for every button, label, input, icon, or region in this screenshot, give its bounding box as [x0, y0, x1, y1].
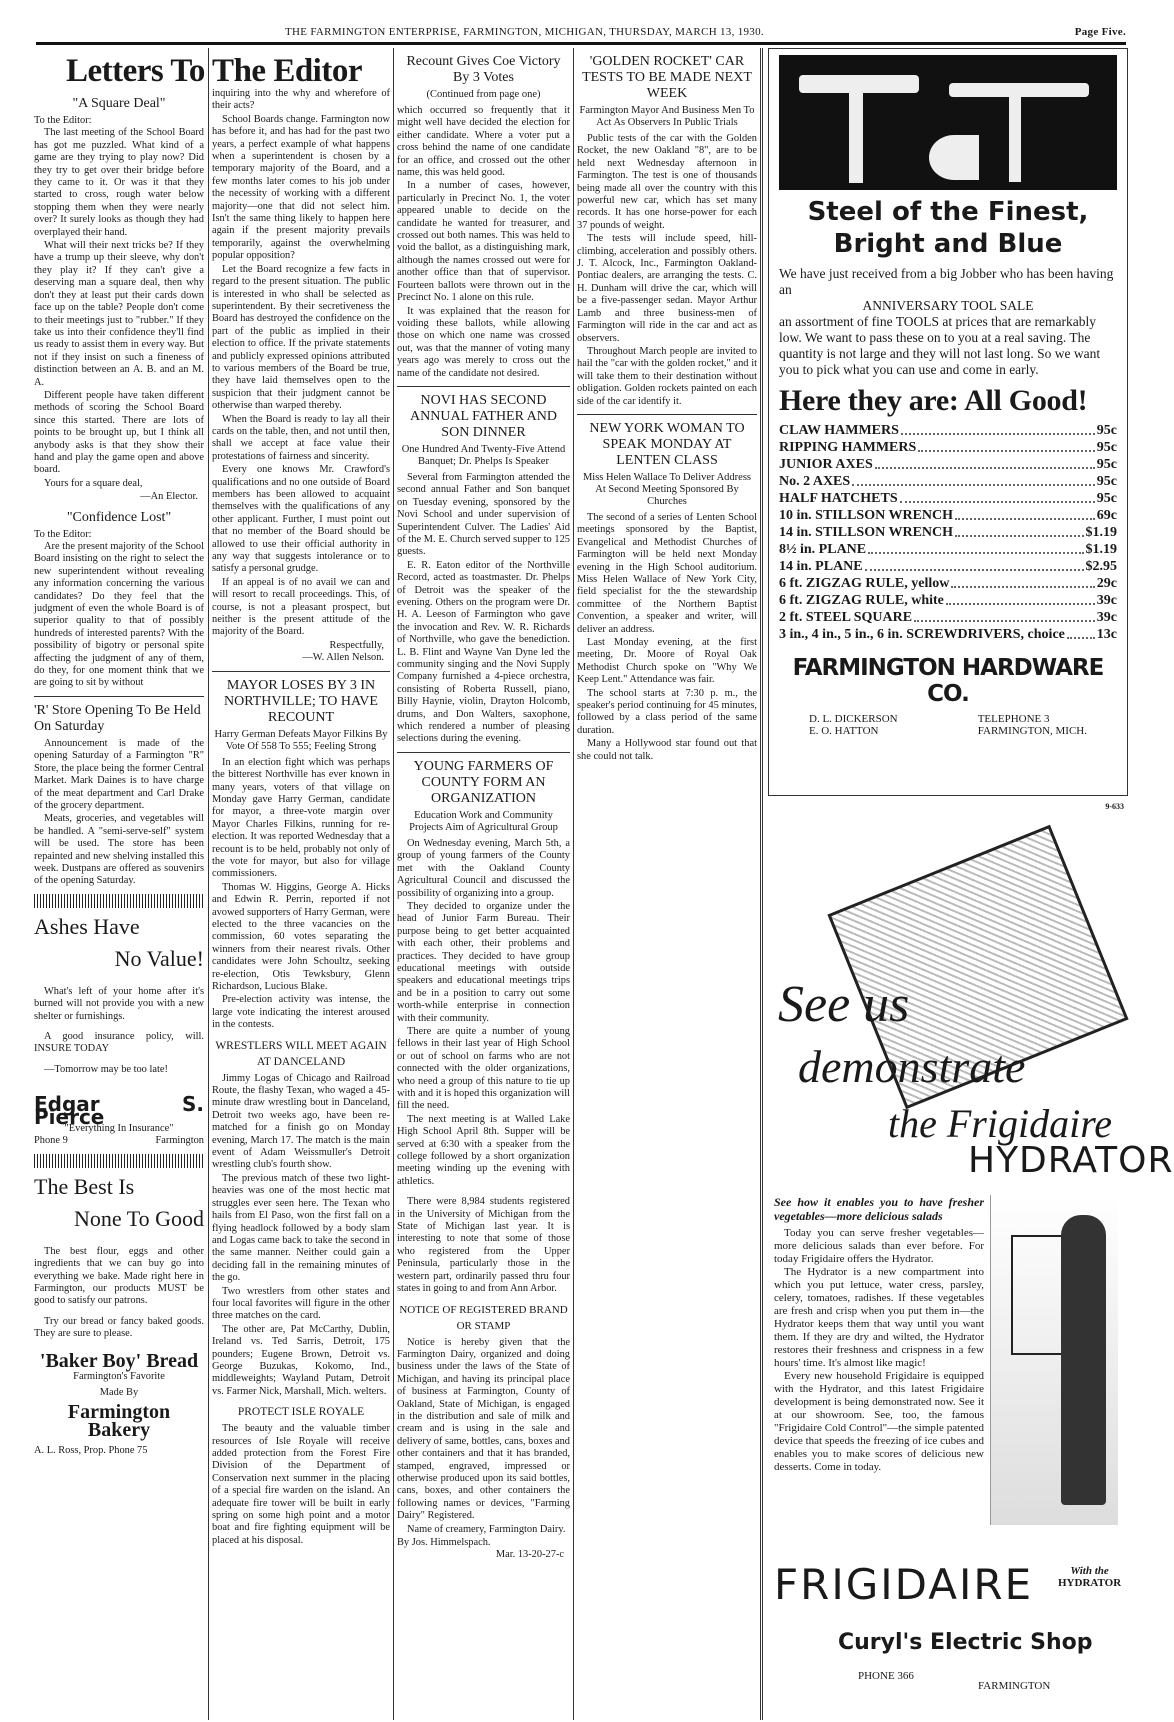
ad-headline: No Value! [114, 945, 204, 971]
article-title: NOTICE OF REGISTERED BRAND OR STAMP [399, 1303, 568, 1332]
paragraph: Public tests of the car with the Golden Rocket, the new Oakland "8", are to be held next Wednesday afternoon in Farmington. The test is one of thousands being made all over the country with this powerful new car, which has set many records. It has one horse-power for each 37 pounds of weight. [577, 133, 757, 231]
divider [34, 1154, 204, 1168]
signature: By Jos. Himmelspach. [397, 1537, 491, 1548]
item-price: 29c [1096, 576, 1117, 591]
paragraph: Thomas W. Higgins, George A. Hicks and Edwin R. Perrin, reported if not avowed supporters of Harry German, were elected to the three vacancies on the commission, 60 votes separating the winners from their nearest rivals. Other candidates were John Schoultz, seeking re-election, Otis Tewksbury, Glenn Richardson, Lucious Blake. [212, 881, 390, 992]
ad-body: an assortment of fine TOOLS at prices that are remarkably low. We want to pass these on to you at a real saving. The quantity is not large and they will not last long. So we want you to pick what you can use and come in early. [779, 314, 1101, 377]
signature: —An Elector. [140, 491, 198, 503]
salutation: To the Editor: [34, 528, 92, 540]
paragraph: Several from Farmington attended the second annual Father and Son banquet on Tuesday evening, sponsored by the Novi School and under supervision of Superintendent Culver. The Ladies' Aid of the M. E. Church served supper to 125 guests. [397, 471, 570, 558]
town: Farmington [155, 1135, 204, 1147]
item-name: 10 in. STILLSON WRENCH [779, 508, 954, 523]
item-price: 13c [1096, 627, 1117, 642]
paragraph: School Boards change. Farmington now has before it, and has had for the past two years, a perfect example of what happens when a superintendent is chosen by a temporary majority of the Board, and a few months later comes to his job under the necessity of working with a different majority—one that did not select him. Isn't the same thing likely to happen here again if the present majority prevails temporarily, against the overwhelming popular opposition? [212, 113, 390, 262]
agent-name: Edgar S. Pierce [34, 1092, 204, 1129]
ad-headline: None To Good [73, 1205, 204, 1231]
article-subtitle: Farmington Mayor And Business Men To Act As Observers In Public Trials [579, 105, 755, 128]
notice-date: Mar. 13-20-27-c [495, 1549, 564, 1561]
continued-note: (Continued from page one) [426, 89, 541, 100]
paragraph: In an election fight which was perhaps the bitterest Northville has ever known in many years, voters of that village on Monday gave Harry German, candidate for mayor, a three-vote margin over Mayor Charles Filkins, running for re-election. It was reported Wednesday that a recount is to be held, probably not only of the vote for mayor, but also for village commissioners. [212, 756, 390, 880]
item-name: 2 ft. STEEL SQUARE [779, 610, 913, 625]
paragraph: What will their next tricks be? If they have a trump up their sleeve, why don't they play it? If they can't give a deserving man a square deal, then why don't they at least put their cards down face up on the table? People don't come to their meetings just to "rubber." If they take us into their confidence they'll find us ready to assist them in every way. But not if they insist on such a fineness of distinction between an A. B. and an M. A. [34, 240, 204, 388]
item-price: 95c [1096, 474, 1117, 489]
paragraph: A good insurance policy, will. INSURE TODAY [34, 1030, 204, 1055]
tools-illustration [779, 55, 1117, 190]
paragraph: The tests will include speed, hill-climbing, acceleration and possibly others. J. T. Alcock, Inc., Farmington Oakland-Pontiac dealers, are arranging the tests. C. H. Dunham will drive the car, which will be a five-passenger sedan. Mayor Arthur Lamb and three business-men of Farmington will ride in the car and act as observers. [577, 233, 757, 344]
paragraph: Every new household Frigidaire is equipped with the Hydrator, and this latest Frigidaire development is being demonstrated now. See it at our showroom. See, too, the famous "Frigidaire Cold Control"—the simple patented device that speeds the freezing of ice cubes and enables you to make scores of delicious new desserts. Come in today. [774, 1370, 984, 1473]
column-rule [208, 48, 209, 1720]
paragraph: Throughout March people are invited to hail the "car with the golden rocket," and it will take them to their destination without obligation. Golden rockets painted on each side of the car identify it. [577, 345, 757, 407]
article-title: "Confidence Lost" [66, 509, 172, 525]
paragraph: The previous match of these two light-heavies was one of the most hectic mat struggles ever seen here. The Texan who hails from El Paso, won the first fall on a flying headlock followed by a body slam and Logas came back to take the second in the same manner. Neither could gain a deciding fall in the remaining minutes of the go. [212, 1172, 390, 1284]
article-title: 'R' Store Opening To Be Held On Saturday [34, 702, 201, 734]
paragraph: The Hydrator is a new compartment into which you put lettuce, water cress, parsley, celery, tomatoes, radishes. If these vegetables are fresh and crisp when you put them in—the Hydrator keeps them that way until you want them. If they are dry and wilted, the Hydrator restores their freshness and crispness in a few hours' time. It's almost like magic! [774, 1266, 984, 1369]
divider [34, 894, 204, 908]
paragraph: Pre-election activity was intense, the large vote indicating the interest aroused in the contests. [212, 994, 390, 1031]
paragraph: When the Board is ready to lay all their cards on the table, then, and not until then, shall we accept at face value their protestations of fairness and sincerity. [212, 413, 390, 462]
paragraph: The best flour, eggs and other ingredients that we can buy go into everything we bake. Made right here in Farmington, our products MUST be good to satisfy our patrons. [34, 1245, 204, 1307]
price-item [779, 575, 1117, 592]
paragraph: There are quite a number of young fellows in their last year of High School or out of school on farms who are not connected with the older organizations, who need a group of this nature to tie up with and it is hoped this organization will fill the need. [397, 1025, 570, 1112]
bakery-ad [34, 1174, 204, 1457]
paragraph: The last meeting of the School Board has got me puzzled. What kind of a game are they trying to play now? Did they try to get over their bridge before they came to it. Or was it that they started to cross, rough water below stopping them when they were nearly over? It surely looks as though they had overplayed their hand. [34, 127, 204, 238]
owner: A. L. Ross, Prop. Phone 75 [34, 1444, 148, 1456]
paragraph: —Tomorrow may be too late! [44, 1063, 168, 1075]
price-item [779, 541, 1117, 558]
price-item [779, 592, 1117, 609]
hydrator-label: HYDRATOR [1058, 1577, 1122, 1589]
item-price: $1.19 [1085, 525, 1117, 540]
article-title: MAYOR LOSES BY 3 IN NORTHVILLE; TO HAVE RECOUNT [224, 677, 378, 725]
ad-headline: Ashes Have [34, 913, 140, 939]
ad-headline: Bright and Blue [833, 229, 1063, 259]
frigidaire-ad [768, 800, 1174, 1715]
column-rule [573, 48, 574, 1720]
bakery-name: Farmington [67, 1400, 171, 1423]
column-rule [393, 48, 394, 1720]
paragraph: Are the present majority of the School Board insisting on the right to select the new superintendent without revealing any information concerning the various candidates? Do they feel that the judgment of even the whole Board is of superior quality to that of possibly hundreds of interested parents? With the possibility of bigotry or personal spite affecting the judgment of any of them, do they, for one moment think that we are going to sit by without [34, 541, 204, 689]
article-title: "A Square Deal" [72, 96, 166, 111]
ad-code: 9-633 [1105, 802, 1124, 811]
column-3 [397, 48, 570, 1718]
frigidaire-logo: FRIGIDAIRE [774, 1560, 1034, 1609]
insurance-ad [34, 914, 204, 1148]
paragraph: E. R. Eaton editor of the Northville Record, acted as toastmaster. Dr. Phelps of Detroit was the speaker of the evening. Others on the program were Dr. H. A. Leeson of Farmington who gave the invocation and Rev. W. R. Richards of Northville, who gave the benediction. L. B. Flint and Wayne Van Dyne led the community singing and the Novi Supply Company furnished a 4-piece orchestra, consisting of Roberta Russell, piano, Billy Haynie, violin, Drayton Holcomb, drums, and Don Walters, saxophone, which rendered a number of pleasing selections during the evening. [397, 559, 570, 745]
item-name: 6 ft. ZIGZAG RULE, white [779, 593, 944, 608]
column-2 [212, 88, 390, 1718]
article-subtitle: Education Work and Community Projects Aim of Agricultural Group [409, 809, 558, 833]
paragraph: In a number of cases, however, particularly in Precinct No. 1, the voter appeared unable to decide on the candidate he wanted for treasurer, and crossed out both names. This was held to void the ballot, as a distinguishing mark, although the names crossed out were for another office than that of supervisor. Fourteen ballots were thrown out in the Precinct No. 1 alone on this rule. [397, 180, 570, 304]
slogan: "Everything In Insurance" [64, 1123, 174, 1134]
ad-headline: demonstrate [798, 1041, 1026, 1092]
price-item [779, 456, 1117, 473]
ad-headline: Steel of the Finest, [807, 197, 1089, 227]
paragraph: Two wrestlers from other states and four local favorites will figure in the other three matches on the card. [212, 1285, 390, 1322]
price-item [779, 626, 1117, 643]
paragraph: There were 8,984 students registered in the University of Michigan from the State of Michigan last year. It is interesting to note that some of those who registered from the Upper Peninsula, particularly those in the western part, ordinarily passed thru four states in going to and from Ann Arbor. [397, 1196, 570, 1295]
price-item [779, 609, 1117, 626]
paragraph: Today you can serve fresher vegetables—more delicious salads than ever before. For today Frigidaire offers the Hydrator. [774, 1227, 984, 1265]
ad-intro: We have just received from a big Jobber who has been having an [779, 266, 1114, 297]
paragraph: Announcement is made of the opening Saturday of a Farmington "R" Store, the place being the former Central Market. Mark Daines is to have charge of the meat department and Carl Drake of the grocery department. [34, 737, 204, 811]
letters-heading: Letters To The Editor [66, 53, 362, 89]
salutation: To the Editor: [34, 115, 92, 126]
paragraph: Different people have taken different methods of scoring the School Board since this started. There are lots of points to be brought up, but I think all anybody asks is that they show their hand and play the game open and above board. [34, 389, 204, 476]
item-price: $1.19 [1085, 542, 1117, 557]
shop-name: Curyl's Electric Shop [838, 1630, 1093, 1655]
article-title: YOUNG FARMERS OF COUNTY FORM AN ORGANIZATION [413, 758, 554, 806]
ad-headline: See us [778, 976, 910, 1033]
page-number: Page Five. [1074, 26, 1126, 38]
article-subtitle: One Hundred And Twenty-Five Attend Banquet; Dr. Phelps Is Speaker [401, 443, 566, 467]
price-list [779, 422, 1117, 643]
tagline: Farmington's Favorite [73, 1371, 165, 1383]
price-item [779, 507, 1117, 524]
town: FARMINGTON, MICH. [977, 725, 1087, 737]
article-title: NOVI HAS SECOND ANNUAL FATHER AND SON DINNER [410, 392, 557, 440]
paragraph: They decided to organize under the head of Junior Farm Bureau. Their purpose being to get better acquainted with each other, their problems and practices. They decided to have group educational meetings with outside speakers and educational meetings trips and be in a position to carry out some worth-while enterprise in connection with their community. [397, 900, 570, 1024]
with-the: With the [1070, 1565, 1109, 1577]
store-logo: FARMINGTON HARDWARE CO. [792, 655, 1104, 707]
item-name: 14 in. STILLSON WRENCH [779, 525, 954, 540]
item-name: CLAW HAMMERS [779, 423, 899, 438]
item-price: $2.95 [1085, 559, 1117, 574]
paragraph: Try our bread or fancy baked goods. They are sure to please. [34, 1315, 204, 1340]
paragraph: The second of a series of Lenten School meetings sponsored by the Baptist, Evangelical and Methodist Churches of Farmington will be held next Monday evening in the High School auditorium. Miss Helen Wallace of New York City, field specialist for the the stewardship committee of the Northern Baptist Convention, a speaker and writer, will deliver an address. [577, 511, 757, 635]
paragraph: The other are, Pat McCarthy, Dublin, Ireland vs. Ted Sarris, Detroit, 175 pounders; Eugene Brown, Detroit vs. George Buzukas, Kokomo, Ind., middleweights; Wayland Putam, Detroit vs. Farmer Nick, Marshall, Mich. welters. [212, 1323, 390, 1397]
masthead-title: THE FARMINGTON ENTERPRISE, FARMINGTON, MICHIGAN, THURSDAY, MARCH 13, 1930. [285, 26, 764, 38]
hardware-ad [768, 48, 1128, 796]
article-title: Recount Gives Coe Victory By 3 Votes [406, 54, 561, 85]
paragraph: Notice is hereby given that the Farmington Dairy, organized and doing business under the laws of the State of Michigan, and having its principal place of business at Farmington, County of Oakland, State of Michigan, is engaged in the distribution and sale of milk and cream and is using in the sale and delivery of same, bottles, cans, boxes and other containers and that it has branded, stamped, engraved, impressed or otherwise produced upon its said bottles, cans, boxes, and other containers the following names or devices, "Farming Dairy" Registered. [397, 1336, 570, 1522]
item-price: 95c [1096, 423, 1117, 438]
item-price: 95c [1096, 491, 1117, 506]
paragraph: Last Monday evening, at the first meeting, Dr. Moore of Royal Oak Methodist Church spoke on "Why We Keep Lent." Attendance was fair. [577, 637, 757, 686]
closing: Respectfully, [329, 639, 384, 651]
article-title: PROTECT ISLE ROYALE [237, 1406, 365, 1419]
item-name: RIPPING HAMMERS [779, 440, 917, 455]
ad-headline: the Frigidaire [888, 1101, 1113, 1146]
sale-name: ANNIVERSARY TOOL SALE [862, 298, 1034, 313]
paragraph: Many a Hollywood star found out that she could not talk. [577, 738, 757, 762]
article-subtitle: Harry German Defeats Mayor Filkins By Vote Of 558 To 555; Feeling Strong [214, 728, 388, 752]
article-subtitle: Miss Helen Wallace To Deliver Address At Second Meeting Sponsored By Churches [582, 471, 752, 507]
paragraph: Yours for a square deal, [44, 477, 143, 489]
paragraph: The next meeting is at Walled Lake High School April 8th. Supper will be served at 6:30 with a speaker from the college followed by a short organization meeting winding up the evening with athletics. [397, 1113, 570, 1187]
ad-headline: The Best Is [34, 1173, 135, 1199]
ad-lead: See how it enables you to have fresher vegetables—more delicious salads [774, 1195, 984, 1223]
brand: 'Baker Boy' Bread [39, 1349, 199, 1372]
items-heading: Here they are: All Good! [779, 384, 1088, 417]
hydrator-wordmark: HYDRATOR [968, 1140, 1174, 1181]
price-item [779, 439, 1117, 456]
price-item [779, 490, 1117, 507]
telephone: TELEPHONE 3 [977, 713, 1050, 725]
price-item [779, 558, 1117, 575]
item-name: 3 in., 4 in., 5 in., 6 in. SCREWDRIVERS, choice [779, 627, 1065, 642]
signature: —W. Allen Nelson. [302, 652, 384, 664]
item-name: JUNIOR AXES [779, 457, 873, 472]
item-price: 95c [1096, 457, 1117, 472]
price-item [779, 524, 1117, 541]
proprietor: D. L. DICKERSON [809, 713, 898, 725]
masthead-rule [36, 42, 1126, 45]
bakery-name: Bakery [87, 1419, 151, 1442]
item-price: 39c [1096, 593, 1117, 608]
column-rule [760, 48, 763, 1720]
item-name: 14 in. PLANE [779, 559, 863, 574]
woman-at-refrigerator-illustration [990, 1195, 1118, 1525]
item-name: No. 2 AXES [779, 474, 851, 489]
item-price: 69c [1096, 508, 1117, 523]
proprietor: E. O. HATTON [809, 725, 879, 737]
paragraph: which occurred so frequently that it might well have decided the election for either candidate. Where a voter put a cross behind the name of one candidate for an office, and crossed out the other name, this was held good. [397, 105, 570, 179]
paragraph: Name of creamery, Farmington Dairy. [407, 1523, 566, 1535]
paragraph: If an appeal is of no avail we can and will resort to recall proceedings. This, of course, is not a pleasant prospect, but neither is the present attitude of the majority of the Board. [212, 576, 390, 638]
paragraph: Let the Board recognize a few facts in regard to the present situation. The public is interested in who shall be selected as superintendent. By their secretiveness the Board has destroyed the confidence on the part of the public as implied in their election to office. If the private statements and publicly expressed opinions attributed to various members of the Board be true, they have laid themselves open to the suspicion that their judgment cannot be otherwise than warped thereby. [212, 263, 390, 412]
paragraph: On Wednesday evening, March 5th, a group of young farmers of the County met with the Oakland County Agricultural Council and discussed the possibility of organizing into a group. [397, 837, 570, 899]
article-title: 'GOLDEN ROCKET' CAR TESTS TO BE MADE NEXT WEEK [582, 54, 752, 101]
column-4 [577, 48, 757, 1718]
paragraph: Meats, groceries, and vegetables will be handled. A "semi-serve-self" system will be used. The store has been repainted and new shelving installed this week. Dustpans are offered as souvenirs of the opening Saturday. [34, 813, 204, 887]
item-price: 95c [1096, 440, 1117, 455]
item-name: 8½ in. PLANE [779, 542, 867, 557]
paragraph: It was explained that the reason for voiding these ballots, while allowing those on which one name was crossed out, was that the manner of voting many years ago was merely to cross out the name of the candidate not desired. [397, 305, 570, 379]
paragraph: Jimmy Logas of Chicago and Railroad Route, the flashy Texan, who waged a 45-minute draw wrestling bout in Danceland, Detroit two weeks ago, have been re-matched for a finish go on Monday evening, March 17. The match is the main event of Adam Weissmuller's Detroit wrestling club's fourth show. [212, 1072, 390, 1171]
paragraph: The beauty and the valuable timber resources of Isle Royale will receive added protection from the Forest Fire Division of the Department of Conservation next summer in the placing of a special fire warden on the island. An adequate fire tower will be built in early spring on some high point and a motor boat and fire fighting equipment will be placed at his disposal. [212, 1423, 390, 1546]
phone: PHONE 366 [858, 1670, 914, 1682]
article-title: NEW YORK WOMAN TO SPEAK MONDAY AT LENTEN CLASS [589, 420, 745, 468]
town: FARMINGTON [978, 1680, 1051, 1692]
item-price: 39c [1096, 610, 1117, 625]
made-by: Made By [99, 1387, 139, 1399]
phone: Phone 9 [34, 1135, 68, 1147]
paragraph: What's left of your home after it's burned will not provide you with a new shelter or furnishings. [34, 985, 204, 1022]
article-title: WRESTLERS WILL MEET AGAIN AT DANCELAND [215, 1039, 387, 1068]
paragraph: The school starts at 7:30 p. m., the speaker's period continuing for 45 minutes, followed by a class period of the same duration. [577, 687, 757, 736]
item-name: HALF HATCHETS [779, 491, 898, 506]
price-item [779, 473, 1117, 490]
price-item [779, 422, 1117, 439]
paragraph: Every one knows Mr. Crawford's qualifications and no one outside of Board members has been allowed to acquaint themselves with the qualifications of any other applicant. Further, I must point out that no member of the Board should be allowed to use their official authority in any way that suggests intolerance or to satisfy a personal grudge. [212, 464, 390, 575]
item-name: 6 ft. ZIGZAG RULE, yellow [779, 576, 950, 591]
paragraph: inquiring into the why and wherefore of their acts? [212, 88, 390, 112]
